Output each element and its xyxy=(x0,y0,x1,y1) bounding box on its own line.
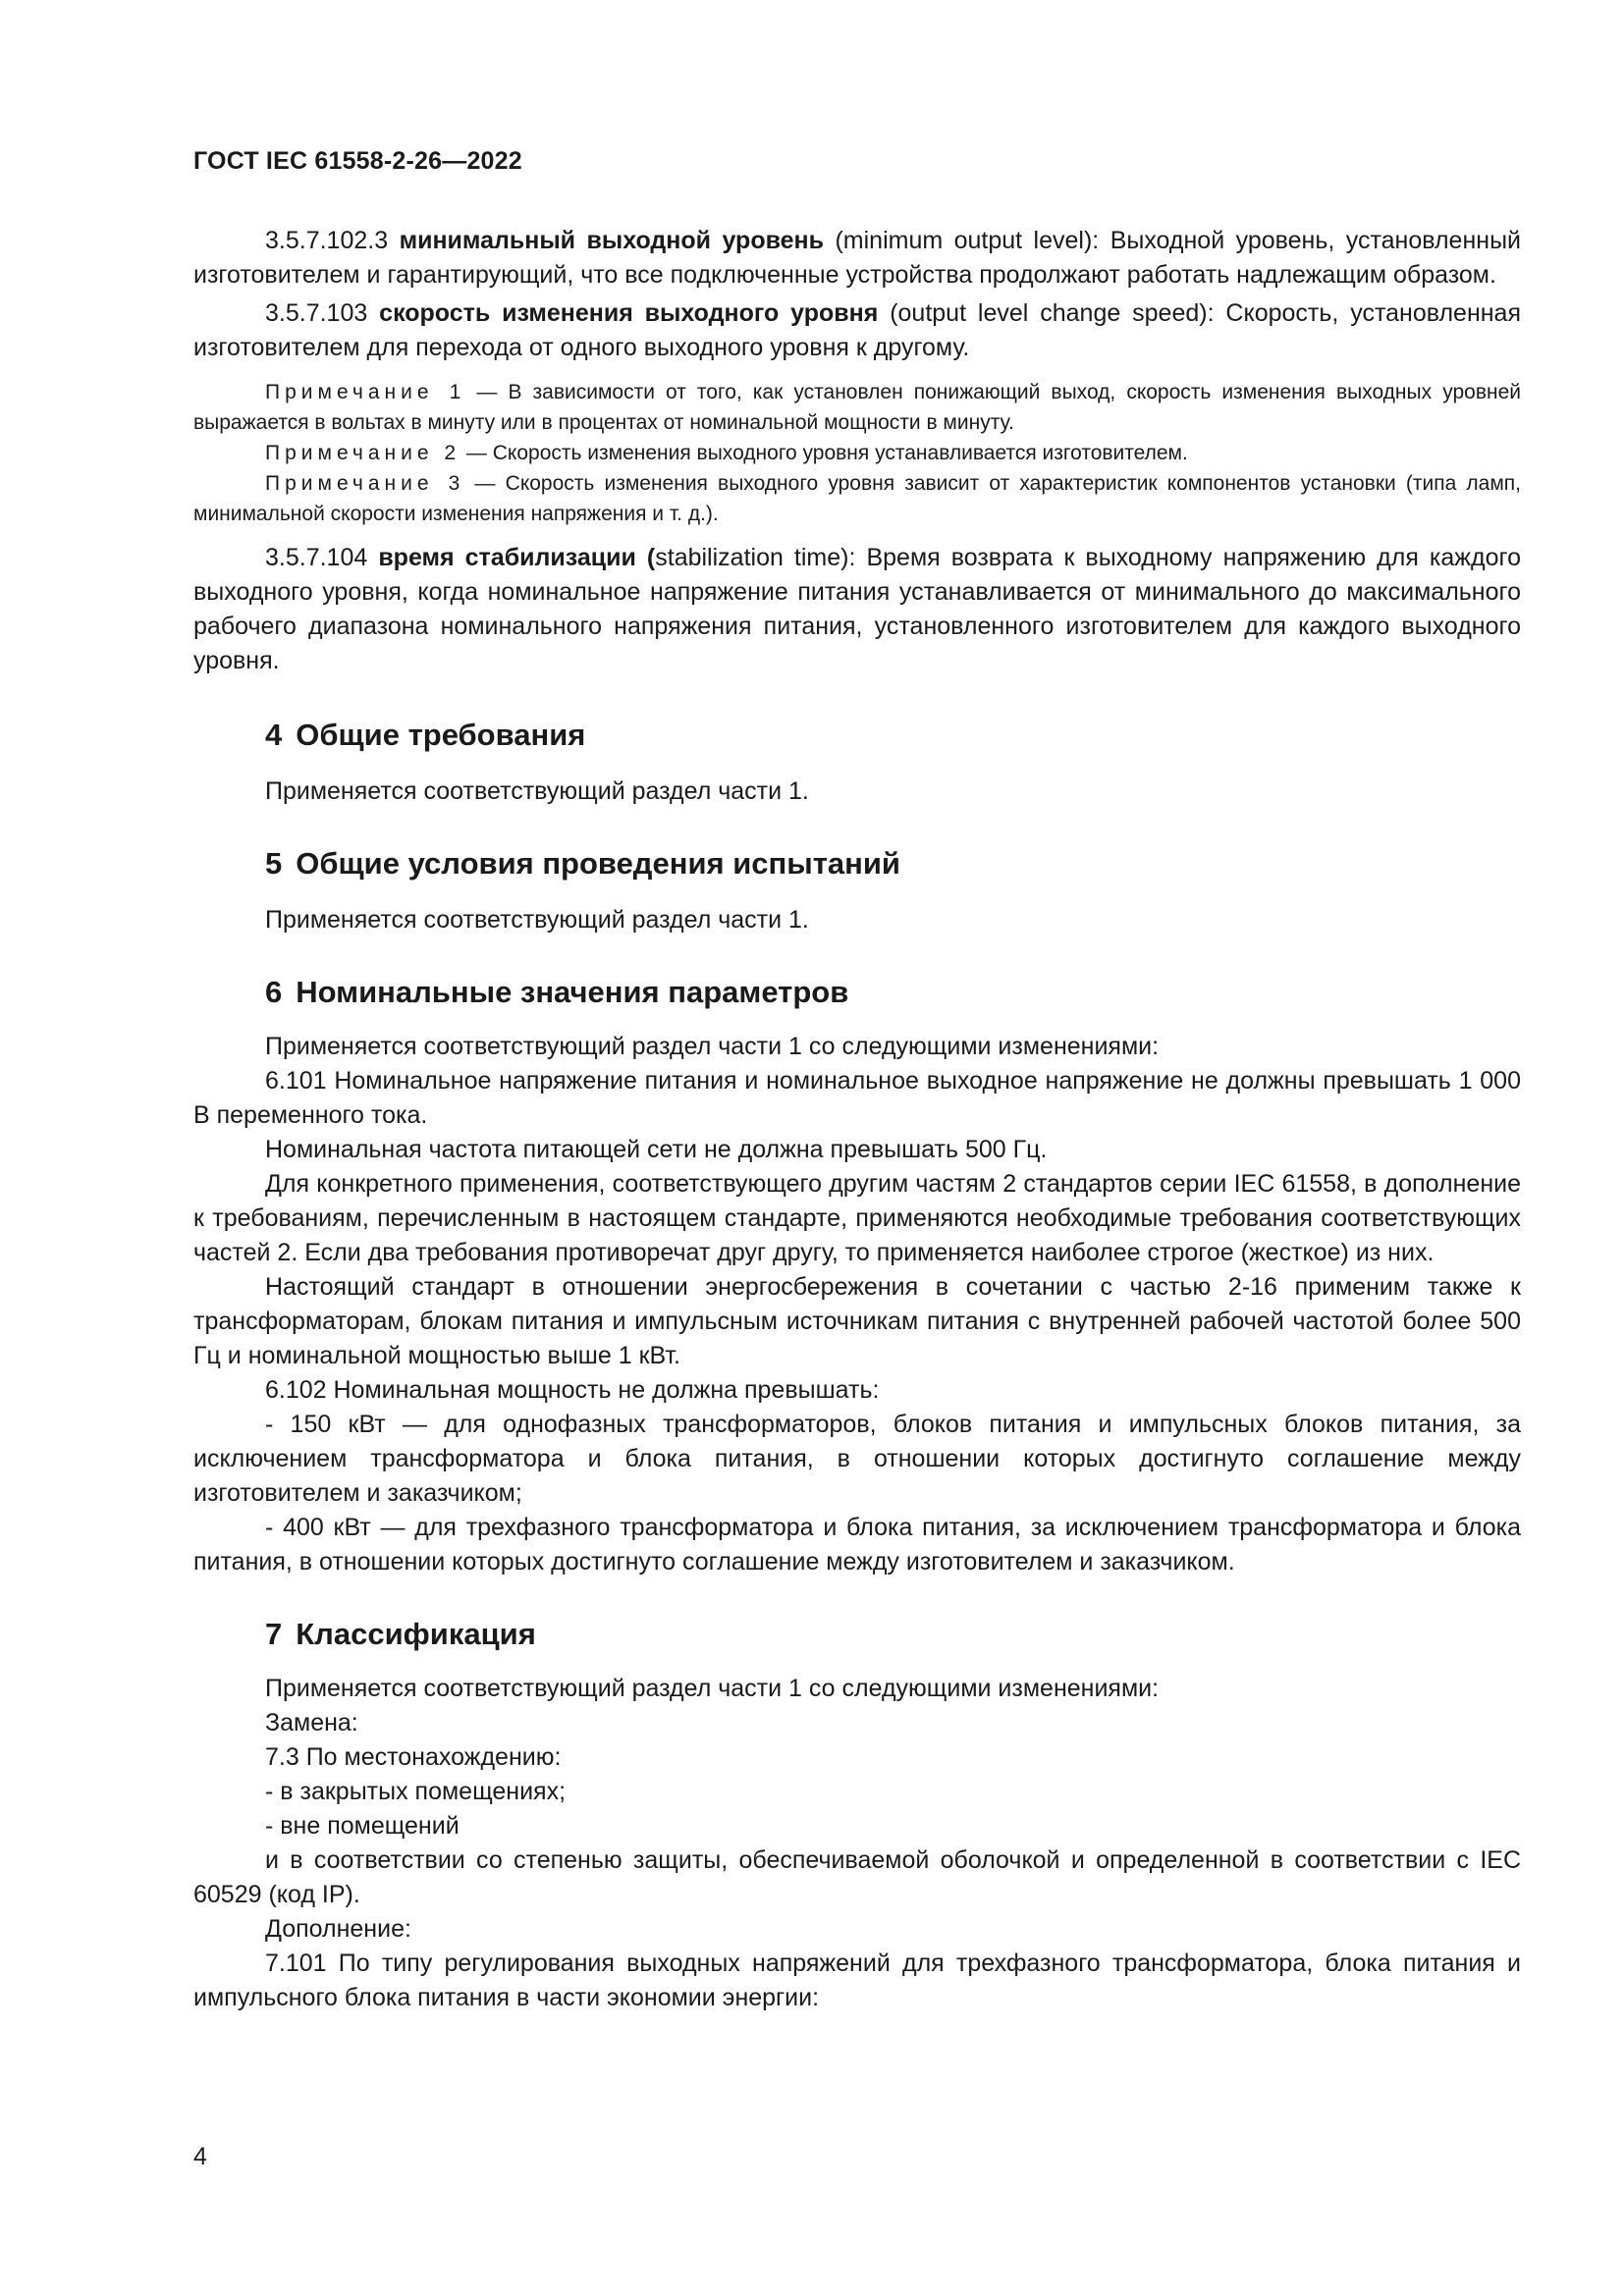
section-4-heading: 4 Общие требования xyxy=(265,718,586,752)
list-item: - 400 кВт — для трехфазного трансформатора и блока питания, за исключением трансформатора и блока питания, в отношении которых достигнуто соглашение между изготовителем и заказчиком. xyxy=(193,1514,1521,1575)
paragraph: 6.101 Номинальное напряжение питания и номинальное выходное напряжение не должны превышать 1 000 В переменного тока. xyxy=(193,1067,1521,1129)
paragraph: 7.101 По типу регулирования выходных напряжений для трехфазного трансформатора, блока питания и импульсного блока питания в части экономии энергии: xyxy=(193,1949,1521,2011)
term-3-5-7-103 xyxy=(193,296,1521,365)
term-name: скорость изменения выходного уровня xyxy=(379,299,879,327)
section-7-body xyxy=(193,1672,1521,2015)
note-label: Примечание 3 xyxy=(265,472,465,495)
note-label: Примечание 1 xyxy=(265,381,466,403)
list-item: - в закрытых помещениях; xyxy=(265,1778,567,1805)
paragraph: 6.102 Номинальная мощность не должна превышать: xyxy=(265,1376,880,1404)
notes-block xyxy=(193,377,1521,529)
document-body xyxy=(193,224,1521,2015)
list-item: - вне помещений xyxy=(265,1812,460,1840)
paragraph-continuation: и в соответствии со степенью защиты, обеспечиваемой оболочкой и определенной в соответствии с IEC 60529 (код IP). xyxy=(193,1846,1521,1908)
paragraph: Номинальная частота питающей сети не должна превышать 500 Гц. xyxy=(265,1136,1048,1163)
term-number: 3.5.7.104 xyxy=(265,544,368,571)
paragraph: Применяется соответствующий раздел части 1 со следующими изменениями: xyxy=(265,1033,1160,1060)
term-3-5-7-102-3 xyxy=(193,224,1521,293)
paragraph: 7.3 По местонахождению: xyxy=(265,1743,562,1771)
term-definition: (output level change speed): Скорость, установленная изготовителем для перехода от одного выходного уровня к другому. xyxy=(193,299,1521,361)
section-4-text: Применяется соответствующий раздел части 1. xyxy=(265,777,809,805)
section-6-body xyxy=(193,1030,1521,1579)
section-5-heading: 5 Общие условия проведения испытаний xyxy=(265,846,900,881)
paragraph: Настоящий стандарт в отношении энергосбережения в сочетании с частью 2-16 применим также к трансформаторам, блокам питания и импульсным источникам питания с внутренней рабочей частотой более 500 Гц и номинальной мощностью выше 1 кВт. xyxy=(193,1273,1521,1369)
term-name: время стабилизации ( xyxy=(378,544,656,571)
paragraph: Замена: xyxy=(265,1709,358,1736)
term-name: минимальный выходной уровень xyxy=(399,227,825,254)
term-3-5-7-104 xyxy=(193,541,1521,678)
section-7-heading: 7 Классификация xyxy=(265,1617,536,1651)
paragraph: Дополнение: xyxy=(265,1915,411,1943)
paragraph: Для конкретного применения, соответствующего другим частям 2 стандартов серии IEC 61558, в дополнение к требованиям, перечисленным в настоящем стандарте, применяются необходимые требования соответствующих частей 2. Если два требования противоречат друг другу, то применяется наиболее строгое (жесткое) из них. xyxy=(193,1170,1521,1266)
document-header: ГОСТ IEC 61558-2-26—2022 xyxy=(193,147,522,175)
note-2 xyxy=(193,438,1521,468)
page-number: 4 xyxy=(193,2143,207,2170)
note-text: — В зависимости от того, как установлен понижающий выход, скорость изменения выходных уровней выражается в вольтах в минуту или в процентах от номинальной мощности в минуту. xyxy=(193,381,1521,434)
section-5-text: Применяется соответствующий раздел части 1. xyxy=(265,906,809,934)
note-1 xyxy=(193,377,1521,438)
note-label: Примечание 2 xyxy=(265,442,461,464)
section-6-heading: 6 Номинальные значения параметров xyxy=(265,975,849,1009)
term-definition: stabilization time): Время возврата к выходному напряжению для каждого выходного уровня, когда номинальное напряжение питания устанавливается от минимального до максимального рабочего диапазона номинального напряжения питания, установленного изготовителем для каждого выходного уровня. xyxy=(193,544,1521,674)
list-item: - 150 кВт — для однофазных трансформаторов, блоков питания и импульсных блоков питания, за исключением трансформатора и блока питания, в отношении которых достигнуто соглашение между изготовителем и заказчиком; xyxy=(193,1411,1521,1507)
term-definition: (minimum output level): Выходной уровень, установленный изготовителем и гарантирующий, что все подключенные устройства продолжают работать надлежащим образом. xyxy=(193,227,1522,289)
note-text: — Скорость изменения выходного уровня зависит от характеристик компонентов установки (типа ламп, минимальной скорости изменения напряжения и т. д.). xyxy=(193,472,1521,525)
note-3 xyxy=(193,468,1521,529)
note-text: — Скорость изменения выходного уровня устанавливается изготовителем. xyxy=(460,442,1188,464)
term-number: 3.5.7.102.3 xyxy=(265,227,389,254)
term-number: 3.5.7.103 xyxy=(265,299,368,327)
paragraph: Применяется соответствующий раздел части 1 со следующими изменениями: xyxy=(265,1675,1160,1702)
